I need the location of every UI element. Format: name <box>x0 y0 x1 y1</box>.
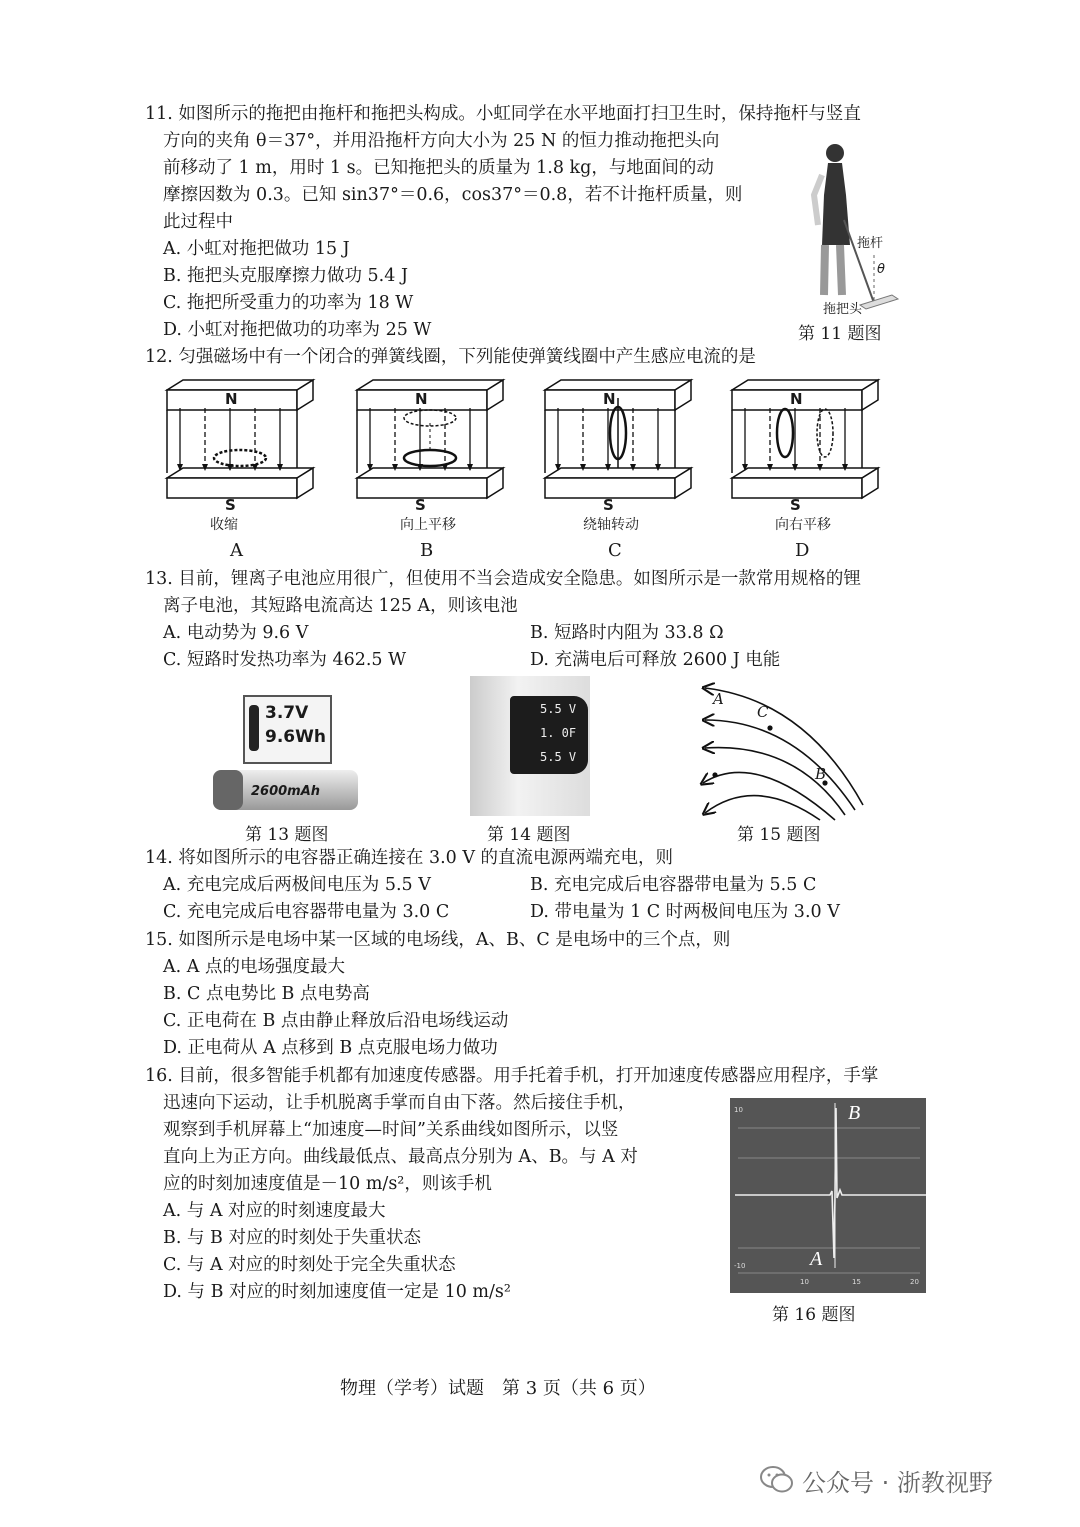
q14-caption: 第 14 题图 <box>487 825 571 845</box>
q13-stem-line: 离子电池，其短路电流高达 125 A，则该电池 <box>163 596 518 616</box>
option-letter: D <box>795 540 810 561</box>
x-tick: 15 <box>852 1278 861 1286</box>
q15-option-d: D. 正电荷从 A 点移到 B 点克服电场力做功 <box>163 1038 498 1058</box>
q15-option-a: A. A 点的电场强度最大 <box>163 957 345 977</box>
q13-caption: 第 13 题图 <box>245 825 329 845</box>
q13-stem-line: 13. 目前，锂离子电池应用很广，但使用不当会造成安全隐患。如图所示是一款常用规格的锂 <box>145 569 861 589</box>
option-letter: B <box>420 540 434 561</box>
q15-option-b: B. C 点电势比 B 点电势高 <box>163 984 370 1004</box>
q11-stem-line: 前移动了 1 m，用时 1 s。已知拖把头的质量为 1.8 kg，与地面间的动 <box>163 158 714 178</box>
point-a-label: A <box>810 1248 823 1270</box>
battery-voltage: 3.7V <box>265 703 309 723</box>
q16-stem-line: 直向上为正方向。曲线最低点、最高点分别为 A、B。与 A 对 <box>163 1147 638 1167</box>
coil-action-label: 收缩 <box>210 517 238 533</box>
magnet-diagram <box>355 378 505 513</box>
page-footer: 物理（学考）试题 第 3 页（共 6 页） <box>340 1378 656 1399</box>
q15-option-c: C. 正电荷在 B 点由静止释放后沿电场线运动 <box>163 1011 509 1031</box>
mop-rod-label: 拖杆 <box>857 236 884 251</box>
q11-option-d: D. 小虹对拖把做功的功率为 25 W <box>163 320 432 340</box>
capacitor-capacitance: 1. 0F <box>540 726 577 740</box>
south-pole-label: S <box>225 496 236 514</box>
battery-capacity: 2600mAh <box>251 784 321 799</box>
q13-option-a: A. 电动势为 9.6 V <box>163 623 309 643</box>
q14-option-c: C. 充电完成后电容器带电量为 3.0 C <box>163 902 450 922</box>
north-pole-label: N <box>415 390 428 408</box>
point-a <box>712 772 717 777</box>
q16-option-d: D. 与 B 对应的时刻加速度值一定是 10 m/s² <box>163 1282 511 1302</box>
magnet-diagram <box>165 378 315 513</box>
capacitor-rating: 5.5 V <box>540 750 577 764</box>
q13-option-c: C. 短路时发热功率为 462.5 W <box>163 650 407 670</box>
point-b-label: B <box>848 1102 861 1124</box>
y-tick: 10 <box>734 1106 743 1114</box>
x-tick: 20 <box>910 1278 919 1286</box>
q13-option-b: B. 短路时内阻为 33.8 Ω <box>530 623 724 643</box>
q16-option-c: C. 与 A 对应的时刻处于完全失重状态 <box>163 1255 456 1275</box>
south-pole-label: S <box>603 496 614 514</box>
q11-caption: 第 11 题图 <box>798 324 882 344</box>
north-pole-label: N <box>603 390 616 408</box>
battery-label-callout <box>243 695 332 764</box>
x-tick: 10 <box>800 1278 809 1286</box>
label-c: C <box>757 703 769 721</box>
q11-stem-line: 方向的夹角 θ＝37°，并用沿拖杆方向大小为 25 N 的恒力推动拖把头向 <box>163 131 720 151</box>
q16-caption: 第 16 题图 <box>772 1305 856 1325</box>
watermark-text: 公众号 · 浙教视野 <box>802 1468 993 1497</box>
south-pole-label: S <box>415 496 426 514</box>
q14-option-a: A. 充电完成后两极间电压为 5.5 V <box>163 875 431 895</box>
theta-label: θ <box>877 262 885 277</box>
south-pole-label: S <box>790 496 801 514</box>
q16-option-b: B. 与 B 对应的时刻处于失重状态 <box>163 1228 421 1248</box>
north-pole-label: N <box>790 390 803 408</box>
q16-option-a: A. 与 A 对应的时刻速度最大 <box>163 1201 386 1221</box>
q15-caption: 第 15 题图 <box>737 825 821 845</box>
acceleration-curve <box>735 1108 926 1258</box>
q11-stem-line: 11. 如图所示的拖把由拖杆和拖把头构成。小虹同学在水平地面打扫卫生时，保持拖杆与竖直 <box>145 104 861 124</box>
q16-stem-line: 应的时刻加速度值是－10 m/s²，则该手机 <box>163 1174 492 1194</box>
q16-stem-line: 16. 目前，很多智能手机都有加速度传感器。用手托着手机，打开加速度传感器应用程序，手掌 <box>145 1066 879 1086</box>
capacitor-figure <box>470 676 590 816</box>
q11-option-c: C. 拖把所受重力的功率为 18 W <box>163 293 414 313</box>
magnet-diagram <box>730 378 880 513</box>
q15-stem: 15. 如图所示是电场中某一区域的电场线，A、B、C 是电场中的三个点，则 <box>145 930 731 950</box>
mop-figure <box>800 135 900 315</box>
option-letter: C <box>608 540 622 561</box>
label-b: B <box>815 765 827 783</box>
q11-option-b: B. 拖把头克服摩擦力做功 5.4 J <box>163 266 408 286</box>
acceleration-graph <box>730 1098 926 1293</box>
y-tick: -10 <box>734 1262 746 1270</box>
option-letter: A <box>230 540 243 561</box>
q11-stem-line: 此过程中 <box>163 212 233 232</box>
q13-option-d: D. 充满电后可释放 2600 J 电能 <box>530 650 781 670</box>
north-pole-label: N <box>225 390 238 408</box>
q14-stem: 14. 将如图所示的电容器正确连接在 3.0 V 的直流电源两端充电，则 <box>145 848 674 868</box>
battery-figure <box>213 695 363 815</box>
q14-option-d: D. 带电量为 1 C 时两极间电压为 3.0 V <box>530 902 840 922</box>
capacitor-rating: 5.5 V <box>540 702 577 716</box>
label-a: A <box>713 690 724 708</box>
battery-cell <box>213 770 358 810</box>
coil-action-label: 向上平移 <box>400 517 456 533</box>
point-c <box>767 725 772 730</box>
watermark <box>760 1462 993 1498</box>
coil-action-label: 绕轴转动 <box>583 517 639 533</box>
q11-option-a: A. 小虹对拖把做功 15 J <box>163 239 350 259</box>
q11-stem-line: 摩擦因数为 0.3。已知 sin37°＝0.6，cos37°＝0.8，若不计拖杆质量，则 <box>163 185 743 205</box>
mop-head-label: 拖把头 <box>823 302 863 317</box>
battery-energy: 9.6Wh <box>265 727 326 747</box>
q14-option-b: B. 充电完成后电容器带电量为 5.5 C <box>530 875 817 895</box>
wechat-icon <box>760 1466 794 1494</box>
coil-action-label: 向右平移 <box>775 517 831 533</box>
q16-stem-line: 观察到手机屏幕上“加速度—时间”关系曲线如图所示，以竖 <box>163 1120 619 1140</box>
magnet-diagram <box>543 378 693 513</box>
q16-stem-line: 迅速向下运动，让手机脱离手掌而自由下落。然后接住手机， <box>163 1093 636 1113</box>
q12-stem: 12. 匀强磁场中有一个闭合的弹簧线圈，下列能使弹簧线圈中产生感应电流的是 <box>145 347 756 367</box>
capacitor-body <box>510 696 588 774</box>
